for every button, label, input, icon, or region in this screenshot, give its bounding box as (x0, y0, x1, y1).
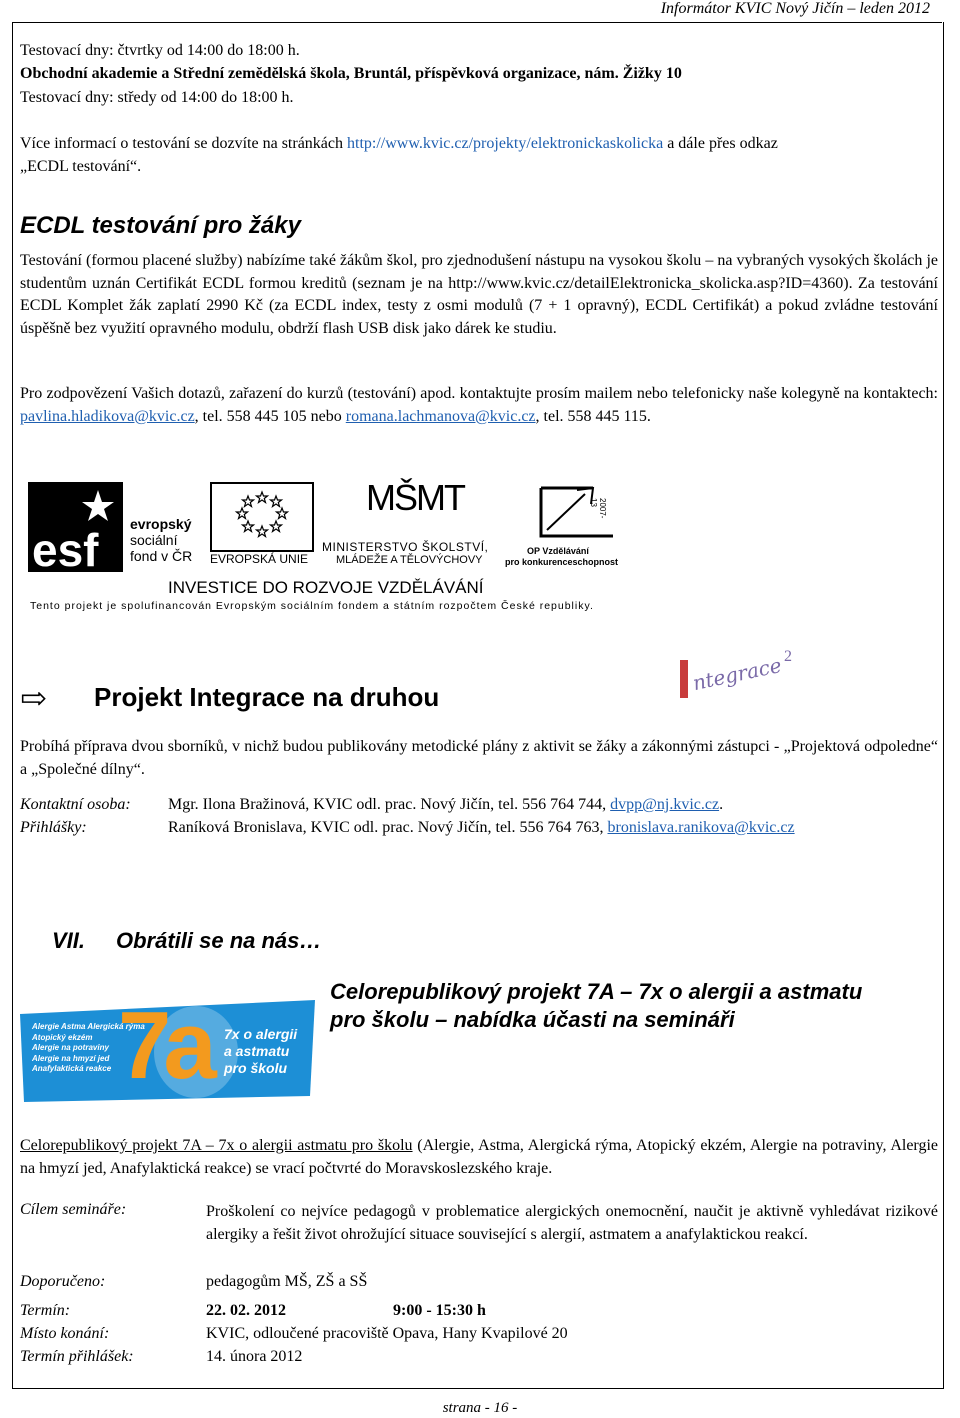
date-value: 22. 02. 2012 (206, 1302, 286, 1319)
project-7a-title (330, 978, 862, 1034)
project-7a-title-line-1: Celorepublikový projekt 7A – 7x o alergii a astmatu (330, 979, 863, 1004)
more-info (20, 135, 940, 153)
contact-end: . (719, 796, 724, 813)
ecdl-heading: ECDL testování pro žáky (20, 212, 301, 239)
logo-7a (20, 992, 315, 1102)
ecdl-link-name: „ECDL testování“. (20, 158, 142, 175)
op-text-1: OP Vzdělávání (527, 546, 589, 556)
esf-mark-icon (28, 482, 123, 572)
logo-7a-mark: 7a (118, 992, 209, 1099)
logo-7a-item: Alergie Astma Alergická rýma (32, 1022, 145, 1031)
kvic-project-link[interactable]: http://www.kvic.cz/projekty/elektronickaskolicka (347, 135, 664, 152)
contact-text: Mgr. Ilona Bražinová, KVIC odl. prac. Nový Jičín, tel. 556 764 744, (168, 796, 611, 813)
time-value: 9:00 - 15:30 h (393, 1302, 486, 1319)
more-info-post: a dále přes odkaz (663, 135, 778, 152)
esf-text-2: sociální (130, 532, 178, 548)
recommended-value: pedagogům MŠ, ZŠ a SŠ (206, 1273, 368, 1290)
project-7a-name: Celorepublikový projekt 7A – 7x o alergii astmatu pro školu (20, 1137, 413, 1154)
ecdl-paragraph-2 (20, 383, 938, 428)
esf-text-3: fond v ČR (130, 548, 193, 564)
logo-7a-item: Alergie na potraviny (32, 1043, 109, 1052)
integrace-heading: Projekt Integrace na druhou (94, 682, 440, 712)
running-header: Informátor KVIC Nový Jičín – leden 2012 (660, 0, 930, 17)
testing-days-wednesday: Testovací dny: středy od 14:00 do 18:00 h. (20, 89, 294, 106)
logo-7a-item: Alergie na hmyzí jed (32, 1053, 110, 1063)
logo-7a-slogan: 7x o alergii (224, 1026, 298, 1042)
arrow-icon: ⇨ (20, 680, 47, 716)
deadline-label: Termín přihlášek: (20, 1348, 134, 1365)
email-ranikova[interactable]: bronislava.ranikova@kvic.cz (607, 819, 795, 836)
cofinancing-note: Tento projekt je spolufinancován Evropským sociálním fondem a státním rozpočtem České republiky. (30, 600, 594, 612)
integrace-logo-text: ntegrace (690, 652, 784, 696)
eu-text: EVROPSKÁ UNIE (210, 552, 309, 566)
project-7a-paragraph (20, 1135, 938, 1180)
email-dvpp[interactable]: dvpp@nj.kvic.cz (610, 796, 720, 813)
logo-7a-item: Anafylaktická reakce (32, 1064, 112, 1073)
logo-7a-slogan: a astmatu (224, 1043, 290, 1059)
section-title: Obrátili se na nás… (116, 928, 322, 953)
op-logo (505, 480, 625, 570)
project-7a-desc: (Alergie, Astma, Alergická rýma, Atopický ekzém, Alergie na potraviny, Alergie na hmyzí jed, Anafylaktická reakce) se vrací počtvrté do Moravskoslezského kraje. (20, 1137, 939, 1177)
logo-7a-slogan: pro školu (224, 1060, 288, 1076)
ecdl-contact-text: Pro zodpovězení Vašich dotazů, zařazení do kurzů (testování) apod. kontaktujte prosím mailem nebo telefonicky naše kolegyně na kontaktech: (20, 385, 938, 402)
op-text-2: pro konkurenceschopnost (505, 557, 619, 567)
svg-text:esf: esf (32, 524, 99, 572)
esf-logo (28, 482, 203, 572)
integrace-logo (676, 648, 806, 708)
place-value: KVIC, odloučené pracoviště Opava, Hany Kvapilové 20 (206, 1325, 568, 1342)
recommended-label: Doporučeno: (20, 1273, 106, 1290)
msmt-logo (322, 477, 502, 570)
signup-text: Raníková Bronislava, KVIC odl. prac. Nový Jičín, tel. 556 764 763, (168, 819, 608, 836)
school-bruntal: Obchodní akademie a Střední zemědělská škola, Bruntál, příspěvková organizace, nám. Žižky 10 (20, 65, 682, 82)
goal-value: Proškolení co nejvíce pedagogů v problematice alergických onemocnění, naučit je aktivně vyhledávat rizikové alergiky a řešit život ohrožující situace související s alergií, astmatem a anafylaktickou reakcí. (206, 1203, 938, 1243)
contact-value (168, 796, 723, 814)
header-rule (12, 22, 942, 23)
ecdl-contact-end: , tel. 558 445 115. (535, 407, 651, 425)
integrace-logo-i (680, 660, 688, 698)
op-years: 2007-13 (589, 498, 607, 519)
email-lachmanova[interactable]: romana.lachmanova@kvic.cz (345, 407, 536, 425)
eu-flag-icon (210, 482, 314, 552)
more-info-text: Více informací o testování se dozvíte na stránkách (20, 135, 347, 152)
ecdl-paragraph-1: Testování (formou placené služby) nabízíme také žákům škol, pro zjednodušení nástupu na vysokou školu – na vybraných vysokých školách je studentům uznán Certifikát ECDL formou kreditů (seznam je na http://www.kvic.cz/detailElektronicka_skolicka.asp?ID=4360). Za testování ECDL Komplet žák zaplatí 2990 Kč (za ECDL index, testy z osmi modulů (7 + 1 opravný), ECDL Certifikát) a pokud zvládne testování úspěšně bez využití opravného modulu, obdrží flash USB disk jako dárek ke studiu. (20, 252, 938, 337)
contact-label: Kontaktní osoba: (20, 796, 131, 813)
investice-slogan: INVESTICE DO ROZVOJE VZDĚLÁVÁNÍ (168, 578, 484, 597)
testing-days-thursday: Testovací dny: čtvrtky od 14:00 do 18:00 h. (20, 42, 300, 59)
esf-text-1: evropský (130, 516, 192, 532)
eu-logo (210, 482, 314, 568)
project-7a-title-line-2: pro školu – nabídka účasti na semináři (330, 1007, 735, 1032)
signup-label: Přihlášky: (20, 819, 87, 836)
goal-label: Cílem semináře: (20, 1201, 127, 1218)
deadline-value: 14. února 2012 (206, 1348, 303, 1365)
place-label: Místo konání: (20, 1325, 110, 1342)
integrace-logo-sup: 2 (784, 648, 792, 665)
ecdl-contact-mid: , tel. 558 445 105 nebo (194, 407, 346, 425)
signup-value (168, 819, 795, 837)
section-number: VII. (52, 928, 86, 953)
msmt-text-1: MINISTERSTVO ŠKOLSTVÍ, (322, 540, 489, 554)
integrace-paragraph: Probíhá příprava dvou sborníků, v nichž budou publikovány metodické plány z aktivit se žáky a zákonnými zástupci - „Projektová odpoledne“ a „Společné dílny“. (20, 738, 938, 778)
page-number: strana - 16 - (442, 1400, 518, 1416)
date-label: Termín: (20, 1302, 71, 1319)
logo-7a-item: Atopický ekzém (32, 1032, 93, 1042)
msmt-text-2: MLÁDEŽE A TĚLOVÝCHOVY (336, 554, 483, 566)
op-emblem-icon (533, 480, 623, 544)
email-hladikova[interactable]: pavlina.hladikova@kvic.cz (20, 407, 195, 425)
msmt-mark: MŠMT (366, 477, 464, 518)
